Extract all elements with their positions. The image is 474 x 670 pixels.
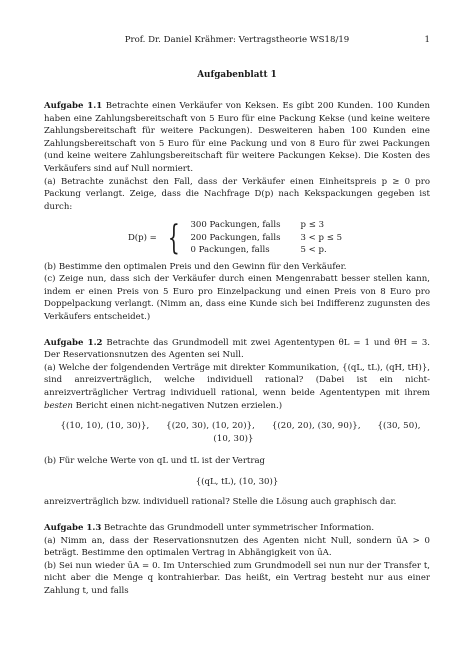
demand-case-value: 300 Packungen, falls: [190, 220, 281, 231]
task-1-1-heading: Aufgabe 1.1: [44, 101, 103, 111]
task-1-3: [44, 522, 430, 598]
demand-function: [44, 219, 430, 256]
document-body: [44, 100, 430, 598]
demand-case-row: [186, 232, 346, 244]
demand-case-condition: p ≤ 3: [300, 220, 325, 231]
task-1-1-part-c: (c) Zeige nun, dass sich der Verkäufer durch einen Mengenrabatt besser stellen kann, indem er einen Preis von 5 Euro pro Einzelpackung und einen Preis von 8 Euro pro Doppelpackung verlangt. (Nimm an, dass eine Kunde sich bei Indifferenz zugunsten des Verkäufers entscheidet.): [44, 274, 430, 322]
task-1-1-part-a: (a) Betrachte zunächst den Fall, dass der Verkäufer einen Einheitspreis p ≥ 0 pro Packung verlangt. Zeige, dass die Nachfrage D(p) nach Kekspackungen gegeben ist durch:: [44, 176, 430, 212]
task-1-3-intro: Betrachte das Grundmodell unter symmetrischer Information.: [104, 523, 375, 534]
task-1-2-part-b-end: anreizverträglich bzw. individuell rational? Stelle die Lösung auch graphisch dar.: [44, 497, 397, 508]
task-1-2-intro: Betrachte das Grundmodell mit zwei Agententypen θL = 1 und θH = 3. Der Reservationsnutzen des Agenten sei Null.: [44, 337, 430, 361]
task-1-1: [44, 100, 430, 213]
page-header: [44, 34, 430, 46]
demand-case-value: 0 Packungen, falls: [190, 245, 270, 256]
contract-formula: {(qL, tL), (10, 30)}: [195, 476, 279, 487]
contract-item: {(30, 50), (10, 30)}: [213, 421, 421, 444]
demand-case-condition: 5 < p.: [300, 245, 327, 256]
task-1-2-part-a: (a) Welche der folgendenden Verträge mit direkter Kommunikation, {(qL, tL), (qH, tH)}, sind anreizverträglich, welche individuell rational? (Dabei ist ein nicht-anreizverträglicher Vertrag individuell rational, wenn beide Agententypen mit ihrem: [44, 362, 430, 398]
task-1-3-heading: Aufgabe 1.3: [44, 523, 102, 534]
contract-item: {(10, 10), (10, 30)},: [60, 421, 150, 432]
contract-item: {(20, 20), (30, 90)},: [271, 421, 361, 432]
sheet-title: Aufgabenblatt 1: [197, 70, 277, 80]
running-header: Prof. Dr. Daniel Krähmer: Vertragstheorie WS18/19: [124, 35, 350, 45]
contract-list: [44, 420, 430, 445]
task-1-2: [44, 337, 430, 413]
demand-case-condition: 3 < p ≤ 5: [300, 232, 343, 243]
demand-case-row: [186, 219, 346, 231]
page-number: 1: [424, 35, 430, 45]
demand-cases-table: [186, 219, 346, 256]
task-1-1-parts: [44, 261, 430, 324]
demand-case-row: [186, 244, 346, 256]
emphasis-text: besten: [44, 400, 73, 411]
task-1-1-intro: Betrachte einen Verkäufer von Keksen. Es gibt 200 Kunden. 100 Kunden haben eine Zahlungsbereitschaft von 5 Euro für eine Packung Kekse (und keine weitere Zahlungsbereitschaft für weitere Packungen). Desweiteren haben 100 Kunden eine Zahlungsbereitschaft von 5 Euro für eine Packung und von 8 Euro für zwei Packungen (und keine weitere Zahlungsbereitschaft für weitere Packungen Kekse). Die Kosten des Verkäufers sind auf Null normiert.: [44, 101, 430, 174]
left-brace-icon: {: [167, 217, 180, 258]
demand-lhs: D(p) =: [127, 232, 157, 243]
contract-item: {(20, 30), (10, 20)},: [166, 421, 255, 432]
task-1-1-part-b: (b) Bestimme den optimalen Preis und den Gewinn für den Verkäufer.: [44, 261, 347, 272]
task-1-3-part-a: (a) Nimm an, dass der Reservationsnutzen des Agenten nicht Null, sondern ūA > 0 beträgt. Bestimme den optimalen Vertrag in Abhängigkeit von ūA.: [44, 535, 430, 559]
demand-case-value: 200 Packungen, falls: [190, 232, 281, 243]
task-1-2-part-b: (b) Für welche Werte von qL und tL ist der Vertrag: [44, 456, 266, 467]
task-1-2-part-a-end: Bericht einen nicht-negativen Nutzen erzielen.): [72, 400, 283, 411]
task-1-3-part-b: (b) Sei nun wieder ūA = 0. Im Unterschied zum Grundmodell sei nun nur der Transfer t, nicht aber die Menge q kontrahierbar. Das heißt, ein Vertrag besteht nur aus einer Zahlung t, und falls: [44, 560, 430, 597]
task-1-2-heading: Aufgabe 1.2: [44, 337, 103, 348]
